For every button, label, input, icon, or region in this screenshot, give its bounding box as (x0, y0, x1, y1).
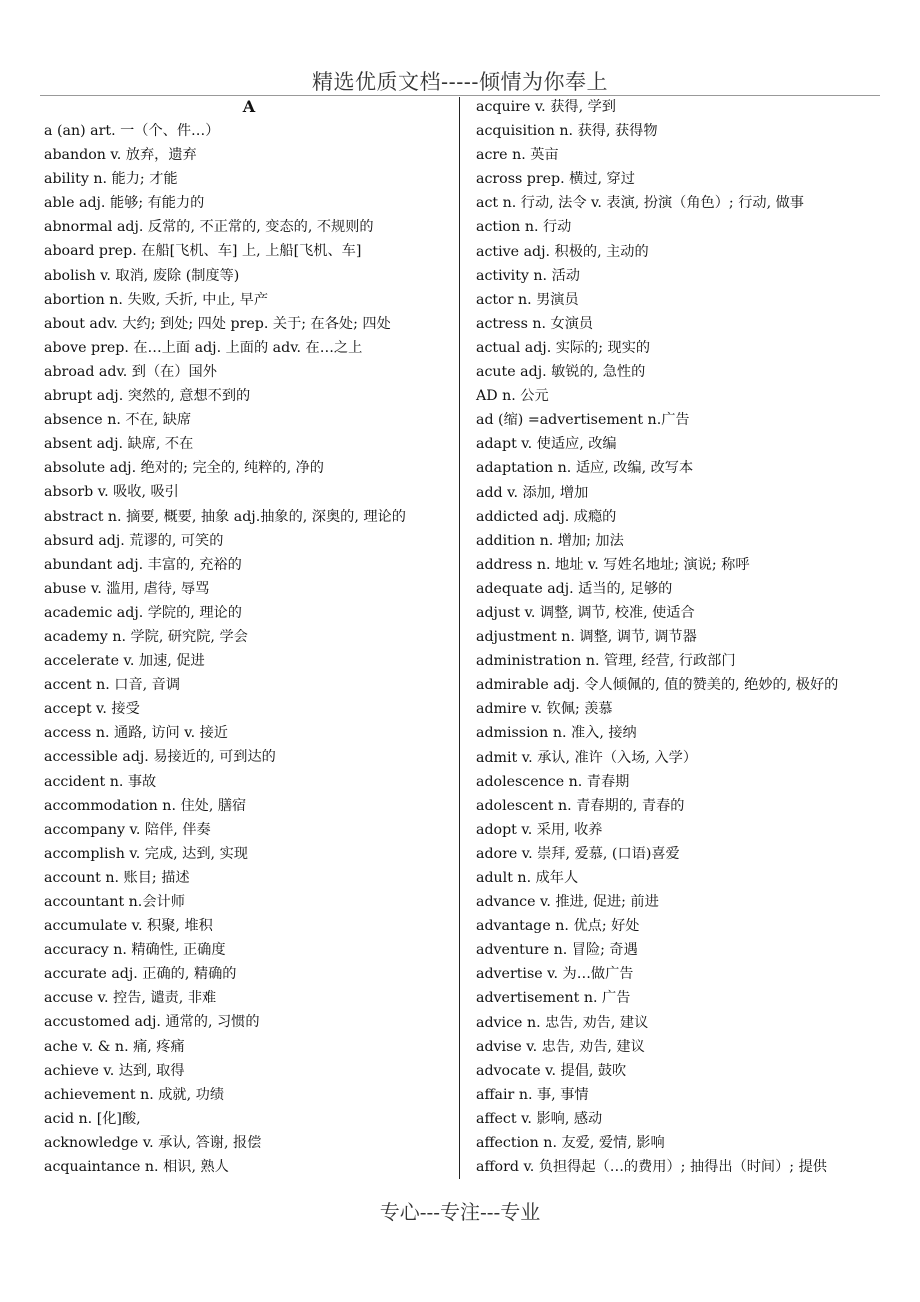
vocab-entry: accomplish v. 完成, 达到, 实现 (44, 845, 248, 862)
vocab-entry: advertisement n. 广告 (476, 990, 631, 1007)
vocab-entry: absence n. 不在, 缺席 (44, 412, 192, 429)
vocab-entry: absurd adj. 荒谬的, 可笑的 (44, 532, 224, 549)
vocab-entry: accident n. 事故 (44, 773, 157, 790)
vocab-entry: advocate v. 提倡, 鼓吹 (476, 1062, 627, 1079)
vocab-entry: acknowledge v. 承认, 答谢, 报偿 (44, 1134, 262, 1151)
vocab-entry: achieve v. 达到, 取得 (44, 1062, 185, 1079)
vocab-entry: admission n. 准入, 接纳 (476, 725, 637, 742)
vocab-entry: accompany v. 陪伴, 伴奏 (44, 821, 211, 838)
vocab-entry: abolish v. 取消, 废除 (制度等) (44, 267, 240, 284)
vocab-entry: adore v. 崇拜, 爱慕, (口语)喜爱 (476, 845, 680, 862)
right-column (476, 95, 896, 1179)
vocab-entry: abnormal adj. 反常的, 不正常的, 变态的, 不规则的 (44, 219, 374, 236)
vocab-entry: addicted adj. 成瘾的 (476, 508, 617, 525)
vocab-entry: activity n. 活动 (476, 267, 580, 284)
vocab-entry: accessible adj. 易接近的, 可到达的 (44, 749, 276, 766)
vocab-entry: achievement n. 成就, 功绩 (44, 1086, 225, 1103)
vocab-entry: able adj. 能够; 有能力的 (44, 195, 205, 212)
vocab-entry: advise v. 忠告, 劝告, 建议 (476, 1038, 645, 1055)
vocab-entry: accuracy n. 精确性, 正确度 (44, 942, 226, 959)
vocab-entry: advantage n. 优点; 好处 (476, 918, 640, 935)
vocab-entry: admire v. 钦佩; 羡慕 (476, 701, 613, 718)
vocab-entry: ability n. 能力; 才能 (44, 171, 178, 188)
vocab-entry: advance v. 推进, 促进; 前进 (476, 894, 659, 911)
vocab-entry: adaptation n. 适应, 改编, 改写本 (476, 460, 694, 477)
vocab-entry: adjustment n. 调整, 调节, 调节器 (476, 629, 697, 646)
vocab-entry: affection n. 友爱, 爱情, 影响 (476, 1135, 665, 1152)
vocab-entry: act n. 行动, 法令 v. 表演, 扮演（角色）; 行动, 做事 (476, 195, 804, 212)
vocab-entry: academic adj. 学院的, 理论的 (44, 604, 242, 621)
vocab-entry: abroad adv. 到（在）国外 (44, 363, 217, 380)
vocab-entry: accumulate v. 积聚, 堆积 (44, 918, 213, 935)
vocab-entry: ache v. & n. 痛, 疼痛 (44, 1038, 185, 1055)
vocab-entry: afford v. 负担得起（…的费用）; 抽得出（时间）; 提供 (476, 1159, 827, 1176)
vocab-entry: abundant adj. 丰富的, 充裕的 (44, 556, 242, 573)
vocab-entry: action n. 行动 (476, 219, 572, 236)
vocab-entry: affect v. 影响, 感动 (476, 1110, 603, 1127)
vocab-entry: abstract n. 摘要, 概要, 抽象 adj.抽象的, 深奥的, 理论的 (44, 508, 406, 525)
vocab-entry: admirable adj. 令人倾佩的, 值的赞美的, 绝妙的, 极好的 (476, 677, 839, 694)
vocab-entry: absent adj. 缺席, 不在 (44, 436, 194, 453)
vocab-entry: acute adj. 敏锐的, 急性的 (476, 364, 646, 381)
vocab-entry: adequate adj. 适当的, 足够的 (476, 580, 673, 597)
page-footer: 专心---专注---专业 (379, 1200, 541, 1224)
vocab-entry: actress n. 女演员 (476, 315, 594, 332)
vocab-entry: advice n. 忠告, 劝告, 建议 (476, 1014, 649, 1031)
vocab-entry: abuse v. 滥用, 虐待, 辱骂 (44, 580, 210, 597)
vocab-entry: about adv. 大约; 到处; 四处 prep. 关于; 在各处; 四处 (44, 315, 391, 332)
vocab-entry: add v. 添加, 增加 (476, 484, 589, 501)
vocab-entry: aboard prep. 在船[飞机、车] 上, 上船[飞机、车] (44, 243, 362, 260)
vocab-entry: addition n. 增加; 加法 (476, 532, 624, 549)
left-column (44, 95, 454, 1179)
vocab-entry: acid n. [化]酸, (44, 1110, 141, 1127)
vocab-entry: administration n. 管理, 经营, 行政部门 (476, 653, 736, 670)
vocab-entry: address n. 地址 v. 写姓名地址; 演说; 称呼 (476, 556, 750, 573)
vocab-entry: adapt v. 使适应, 改编 (476, 436, 617, 453)
vocab-entry: active adj. 积极的, 主动的 (476, 243, 649, 260)
vocab-entry: adjust v. 调整, 调节, 校准, 使适合 (476, 604, 695, 621)
page-header: 精选优质文档-----倾情为你奉上 (312, 70, 608, 94)
vocab-entry: accuse v. 控告, 谴责, 非难 (44, 990, 217, 1007)
vocab-entry: absolute adj. 绝对的; 完全的, 纯粹的, 净的 (44, 460, 324, 477)
vocab-entry: accept v. 接受 (44, 701, 140, 718)
vocab-entry: AD n. 公元 (476, 388, 549, 405)
vocab-entry: acquaintance n. 相识, 熟人 (44, 1159, 229, 1176)
vocab-entry: a (an) art. 一（个、件…） (44, 123, 220, 139)
vocab-entry: acquire v. 获得, 学到 (476, 99, 616, 115)
left-entry-list (44, 119, 454, 1179)
vocab-entry: accent n. 口音, 音调 (44, 677, 181, 694)
vocab-entry: acre n. 英亩 (476, 147, 559, 164)
vocab-entry: above prep. 在…上面 adj. 上面的 adv. 在…之上 (44, 339, 363, 356)
vocab-entry: admit v. 承认, 准许（入场, 入学） (476, 749, 698, 766)
section-letter: A (242, 97, 256, 116)
vocab-entry: abandon v. 放弃，遗弃 (44, 147, 197, 164)
right-entry-list (476, 95, 896, 1179)
column-divider (459, 97, 460, 1179)
vocab-entry: across prep. 横过, 穿过 (476, 171, 635, 188)
vocab-entry: accelerate v. 加速, 促进 (44, 653, 205, 670)
vocab-entry: access n. 通路, 访问 v. 接近 (44, 725, 228, 742)
vocab-entry: ad (缩) =advertisement n.广告 (476, 412, 690, 429)
vocab-entry: academy n. 学院, 研究院, 学会 (44, 628, 248, 645)
vocab-entry: adult n. 成年人 (476, 870, 579, 886)
vocab-entry: actor n. 男演员 (476, 291, 579, 308)
vocab-entry: abrupt adj. 突然的, 意想不到的 (44, 388, 251, 405)
vocab-entry: adopt v. 采用, 收养 (476, 821, 603, 838)
vocab-entry: accountant n.会计师 (44, 894, 185, 910)
vocab-entry: advertise v. 为…做广告 (476, 966, 634, 983)
vocab-entry: adventure n. 冒险; 奇遇 (476, 942, 638, 959)
vocab-entry: acquisition n. 获得, 获得物 (476, 123, 658, 140)
vocab-entry: accommodation n. 住处, 膳宿 (44, 797, 247, 814)
vocab-entry: actual adj. 实际的; 现实的 (476, 339, 651, 356)
vocab-entry: absorb v. 吸收, 吸引 (44, 484, 179, 501)
vocab-entry: account n. 账目; 描述 (44, 869, 190, 886)
vocab-entry: adolescent n. 青春期的, 青春的 (476, 797, 685, 814)
vocab-entry: accurate adj. 正确的, 精确的 (44, 966, 237, 983)
vocab-entry: accustomed adj. 通常的, 习惯的 (44, 1014, 260, 1031)
vocab-entry: affair n. 事, 事情 (476, 1086, 589, 1103)
vocab-entry: adolescence n. 青春期 (476, 773, 630, 790)
vocab-entry: abortion n. 失败, 夭折, 中止, 早产 (44, 291, 269, 308)
